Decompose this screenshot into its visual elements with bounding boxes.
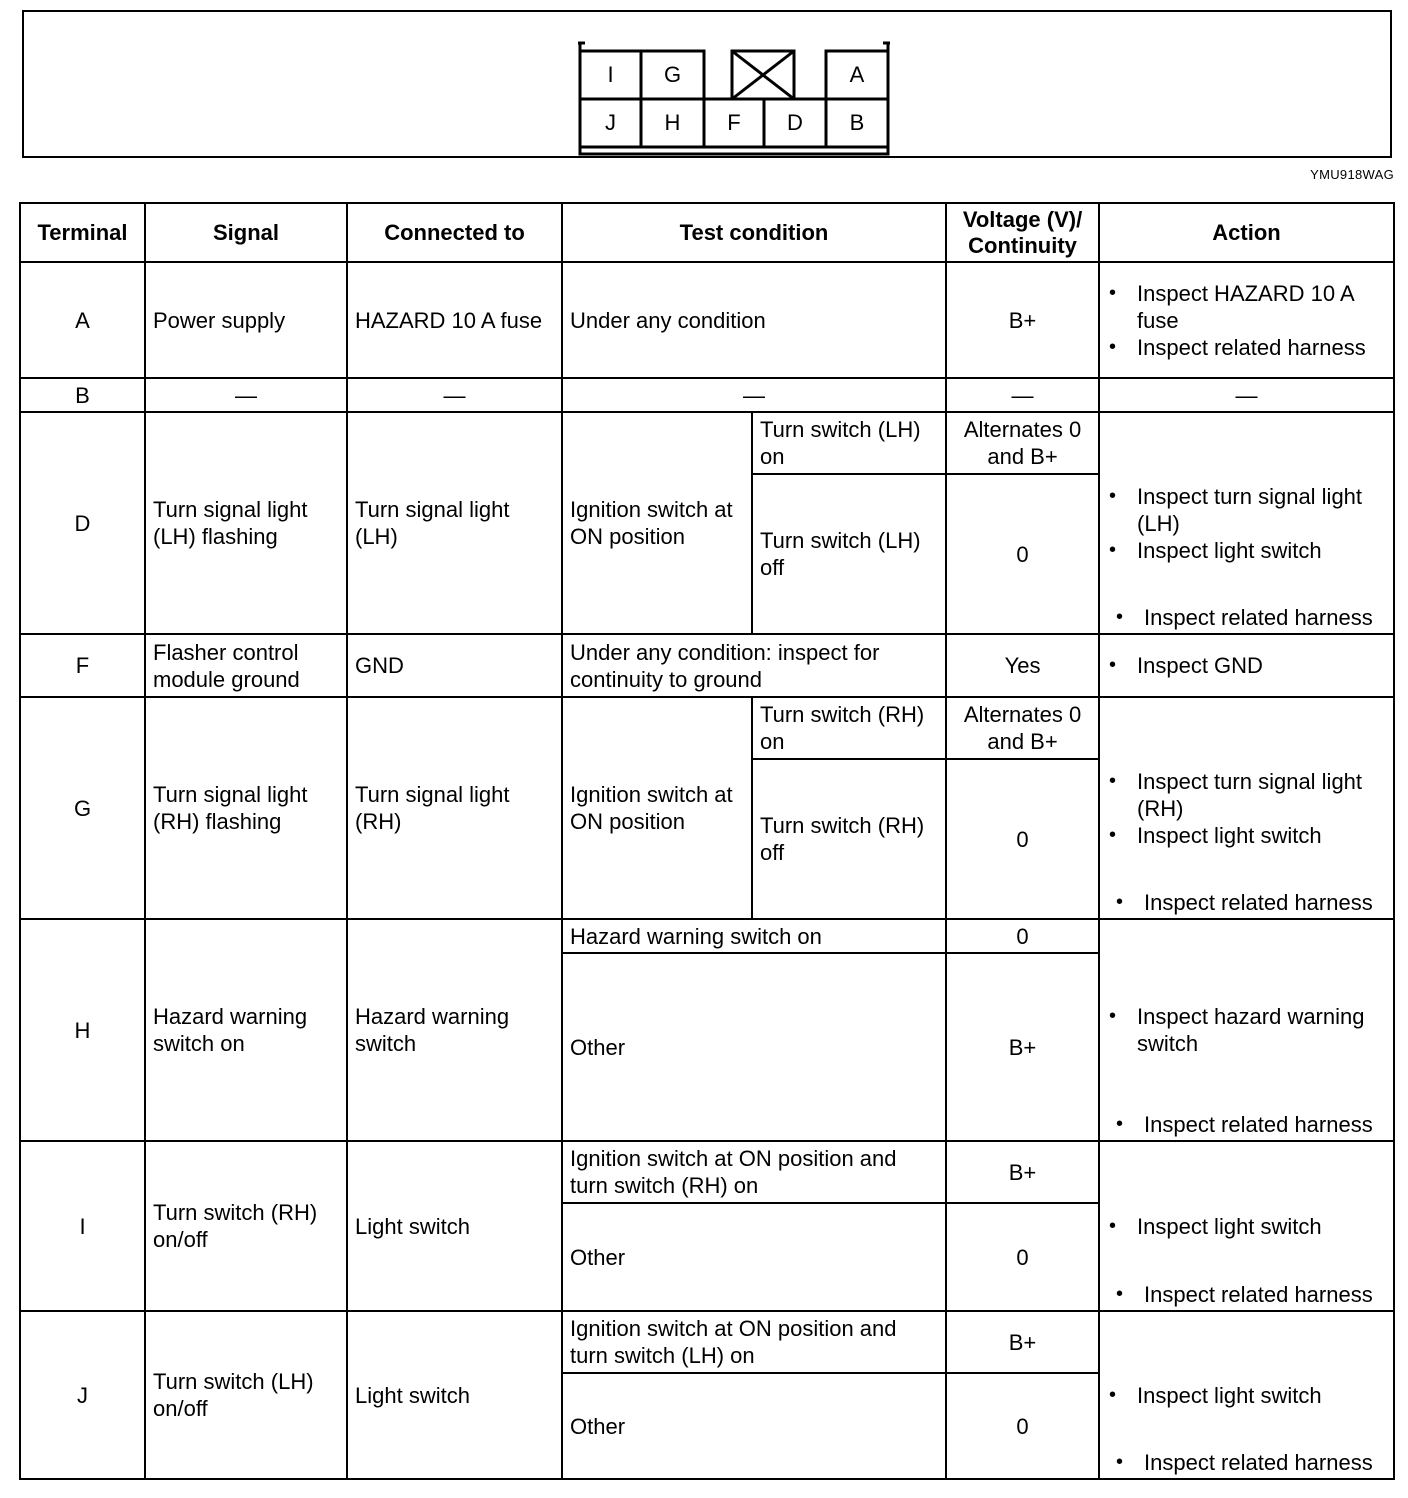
- terminal-cell: D: [20, 412, 145, 634]
- pin-b-label: B: [849, 110, 865, 135]
- action-list: [1107, 1003, 1386, 1057]
- connected-to-cell: HAZARD 10 A fuse: [347, 262, 562, 378]
- voltage-cell: 0: [946, 1203, 1099, 1311]
- action-cell: —: [1099, 378, 1394, 412]
- action-item: • Inspect related harness: [1114, 1281, 1387, 1308]
- voltage-cell: B+: [946, 262, 1099, 378]
- signal-cell: Turn signal light (RH) flashing: [145, 697, 347, 919]
- header-connected-to: Connected to: [347, 203, 562, 262]
- action-cell: [1099, 412, 1394, 634]
- action-item: • Inspect GND: [1107, 652, 1386, 679]
- pin-f-label: F: [727, 110, 741, 135]
- action-list-bottom: [1114, 889, 1387, 916]
- pin-i-label: I: [607, 62, 614, 87]
- voltage-cell: 0: [946, 474, 1099, 634]
- header-action: Action: [1099, 203, 1394, 262]
- action-list: [1107, 1213, 1386, 1240]
- terminal-cell: A: [20, 262, 145, 378]
- action-cell: [1099, 634, 1394, 697]
- voltage-cell: 0: [946, 1373, 1099, 1479]
- terminal-cell: B: [20, 378, 145, 412]
- condition-cell: —: [562, 378, 946, 412]
- condition-cell: Ignition switch at ON position: [562, 697, 752, 919]
- sub-condition-cell: Turn switch (LH) off: [752, 474, 946, 634]
- table-row-g: [20, 697, 1394, 759]
- action-item: • Inspect turn signal light (RH): [1107, 768, 1386, 822]
- action-list-bottom: [1114, 1449, 1387, 1476]
- table-row-h: [20, 919, 1394, 953]
- voltage-cell: B+: [946, 953, 1099, 1141]
- pin-j-label: J: [605, 110, 616, 135]
- signal-cell: Turn switch (LH) on/off: [145, 1311, 347, 1479]
- action-item: • Inspect related harness: [1114, 889, 1387, 916]
- action-item: • Inspect light switch: [1107, 822, 1386, 849]
- pin-g-label: G: [663, 62, 682, 87]
- terminal-cell: F: [20, 634, 145, 697]
- sub-condition-cell: Turn switch (RH) off: [752, 759, 946, 919]
- voltage-cell: Alternates 0 and B+: [946, 697, 1099, 759]
- header-test-condition: Test condition: [562, 203, 946, 262]
- connected-to-cell: —: [347, 378, 562, 412]
- table-row-j: [20, 1311, 1394, 1373]
- condition-cell: Under any condition: [562, 262, 946, 378]
- header-voltage: Voltage (V)/ Continuity: [946, 203, 1099, 262]
- connected-to-cell: Light switch: [347, 1141, 562, 1311]
- signal-cell: Power supply: [145, 262, 347, 378]
- connected-to-cell: Turn signal light (RH): [347, 697, 562, 919]
- action-item: • Inspect related harness: [1107, 334, 1386, 361]
- sub-condition-cell: Turn switch (LH) on: [752, 412, 946, 474]
- action-item: • Inspect related harness: [1114, 604, 1387, 631]
- action-cell: [1099, 262, 1394, 378]
- pin-h-label: H: [664, 110, 681, 135]
- condition-cell: Other: [562, 953, 946, 1141]
- action-item: • Inspect HAZARD 10 A fuse: [1107, 280, 1386, 334]
- signal-cell: —: [145, 378, 347, 412]
- condition-cell: Other: [562, 1373, 946, 1479]
- condition-cell: Ignition switch at ON position: [562, 412, 752, 634]
- voltage-cell: 0: [946, 919, 1099, 953]
- action-cell: [1099, 697, 1394, 919]
- action-item: • Inspect light switch: [1107, 1213, 1386, 1240]
- terminal-cell: H: [20, 919, 145, 1141]
- connected-to-cell: Turn signal light (LH): [347, 412, 562, 634]
- action-cell: [1099, 1311, 1394, 1479]
- table-header-row: [20, 203, 1394, 262]
- terminal-cell: I: [20, 1141, 145, 1311]
- condition-cell: Ignition switch at ON position and turn switch (RH) on: [562, 1141, 946, 1203]
- signal-cell: Hazard warning switch on: [145, 919, 347, 1141]
- connected-to-cell: Hazard warning switch: [347, 919, 562, 1141]
- table-row-f: [20, 634, 1394, 697]
- condition-cell: Ignition switch at ON position and turn switch (LH) on: [562, 1311, 946, 1373]
- condition-cell: Under any condition: inspect for continuity to ground: [562, 634, 946, 697]
- action-list-bottom: [1114, 604, 1387, 631]
- action-list-bottom: [1114, 1281, 1387, 1308]
- header-signal: Signal: [145, 203, 347, 262]
- action-list-bottom: [1114, 1111, 1387, 1138]
- action-item: • Inspect turn signal light (LH): [1107, 483, 1386, 537]
- voltage-cell: Yes: [946, 634, 1099, 697]
- connected-to-cell: GND: [347, 634, 562, 697]
- connected-to-cell: Light switch: [347, 1311, 562, 1479]
- signal-cell: Flasher control module ground: [145, 634, 347, 697]
- pin-a-label: A: [849, 62, 865, 87]
- terminal-cell: G: [20, 697, 145, 919]
- signal-cell: Turn signal light (LH) flashing: [145, 412, 347, 634]
- connector-diagram: [22, 10, 1392, 158]
- reference-code: YMU918WAG: [1310, 167, 1394, 182]
- table-row-i: [20, 1141, 1394, 1203]
- condition-cell: Other: [562, 1203, 946, 1311]
- header-terminal: Terminal: [20, 203, 145, 262]
- action-cell: [1099, 1141, 1394, 1311]
- action-item: • Inspect light switch: [1107, 1382, 1386, 1409]
- pin-d-label: D: [787, 110, 803, 135]
- connector: [577, 39, 891, 156]
- action-list: [1107, 483, 1386, 564]
- voltage-cell: B+: [946, 1141, 1099, 1203]
- voltage-cell: —: [946, 378, 1099, 412]
- terminal-table: [19, 202, 1395, 1480]
- terminal-cell: J: [20, 1311, 145, 1479]
- action-list: [1107, 768, 1386, 849]
- sub-condition-cell: Turn switch (RH) on: [752, 697, 946, 759]
- action-item: • Inspect light switch: [1107, 537, 1386, 564]
- voltage-cell: 0: [946, 759, 1099, 919]
- voltage-cell: Alternates 0 and B+: [946, 412, 1099, 474]
- condition-cell: Hazard warning switch on: [562, 919, 946, 953]
- action-list: [1107, 1382, 1386, 1409]
- table-row-d: [20, 412, 1394, 474]
- action-cell: [1099, 919, 1394, 1141]
- voltage-cell: B+: [946, 1311, 1099, 1373]
- signal-cell: Turn switch (RH) on/off: [145, 1141, 347, 1311]
- action-list: [1107, 652, 1386, 679]
- table-row-a: [20, 262, 1394, 378]
- action-item: • Inspect related harness: [1114, 1111, 1387, 1138]
- action-item: • Inspect related harness: [1114, 1449, 1387, 1476]
- action-item: • Inspect hazard warning switch: [1107, 1003, 1386, 1057]
- action-list: [1107, 280, 1386, 361]
- table-row-b: [20, 378, 1394, 412]
